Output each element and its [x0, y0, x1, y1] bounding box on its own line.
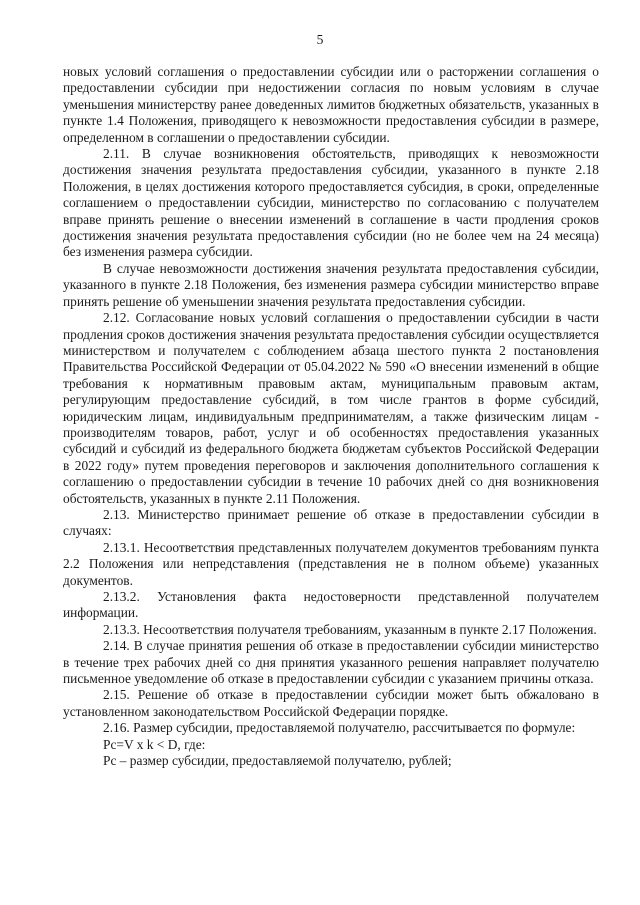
paragraph-2-13-3: 2.13.3. Несоответствия получателя требованиям, указанным в пункте 2.17 Положения.	[103, 621, 597, 637]
document-body	[63, 64, 599, 769]
paragraph-2-14: 2.14. В случае принятия решения об отказе в предоставлении субсидии министерство в течение трех рабочих дней со дня принятия указанного решения направляет получателю письменное уведомление об отказе в предоставлении субсидии с указанием причины отказа.	[63, 638, 599, 687]
paragraph-2-11-result: В случае невозможности достижения значения результата предоставления субсидии, указанного в пункте 2.18 Положения, без изменения размера субсидии министерство вправе принять решение об уменьшении значения результата предоставления субсидии.	[63, 260, 599, 309]
paragraph-2-13: 2.13. Министерство принимает решение об отказе в предоставлении субсидии в случаях:	[63, 506, 599, 539]
paragraph-2-13-1: 2.13.1. Несоответствия представленных получателем документов требованиям пункта 2.2 Положения или непредставления (представления не в полном объеме) указанных документов.	[63, 539, 599, 588]
paragraph-2-11: 2.11. В случае возникновения обстоятельств, приводящих к невозможности достижения значения результата предоставления субсидии, указанного в пункте 2.18 Положения, в целях достижения которого предоставляется субсидия, в сроки, определенные соглашением о предоставлении субсидии, министерство по согласованию с получателем вправе принять решение о внесении изменений в соглашение в части продления сроков достижения значения результата предоставления субсидии (но не более чем на 24 месяца) без изменения размера субсидии.	[63, 146, 599, 260]
page-number: 5	[316, 32, 324, 47]
paragraph-continuation: новых условий соглашения о предоставлении субсидии или о расторжении соглашения о предоставлении субсидии при недостижении согласия по новым условиям в случае уменьшения министерству ранее доведенных лимитов бюджетных обязательств, указанных в пункте 1.4 Положения, приводящего к невозможности предоставления субсидии в размере, определенном в соглашении о предоставлении субсидии.	[63, 64, 599, 145]
paragraph-2-15: 2.15. Решение об отказе в предоставлении субсидии может быть обжаловано в установленном законодательством Российской Федерации порядке.	[63, 687, 599, 719]
paragraph-2-16: 2.16. Размер субсидии, предоставляемой получателю, рассчитывается по формуле:	[103, 720, 576, 736]
formula-line: Рс=V x k < D, где:	[103, 736, 206, 752]
formula-definition: Рс – размер субсидии, предоставляемой получателю, рублей;	[103, 753, 452, 769]
paragraph-2-12: 2.12. Согласование новых условий соглашения о предоставлении субсидии в части продления сроков достижения значения результата предоставления субсидии осуществляется министерством и получателем с соблюдением абзаца шестого пункта 2 постановления Правительства Российской Федерации от 05.04.2022 № 590 «О внесении изменений в общие требования к нормативным правовым актам, муниципальным правовым актам, регулирующим предоставление субсидий, в том числе грантов в форме субсидий, юридическим лицам, индивидуальным предпринимателям, а также физическим лицам - производителям товаров, работ, услуг и об особенностях предоставления указанных субсидий и субсидий из федерального бюджета бюджетам субъектов Российской Федерации в 2022 году» путем проведения переговоров и заключения дополнительного соглашения к соглашению о предоставлении субсидии в течение 10 рабочих дней со дня возникновения обстоятельств, указанных в пункте 2.11 Положения.	[63, 310, 599, 506]
paragraph-2-13-2: 2.13.2. Установления факта недостоверности представленной получателем информации.	[63, 589, 599, 621]
